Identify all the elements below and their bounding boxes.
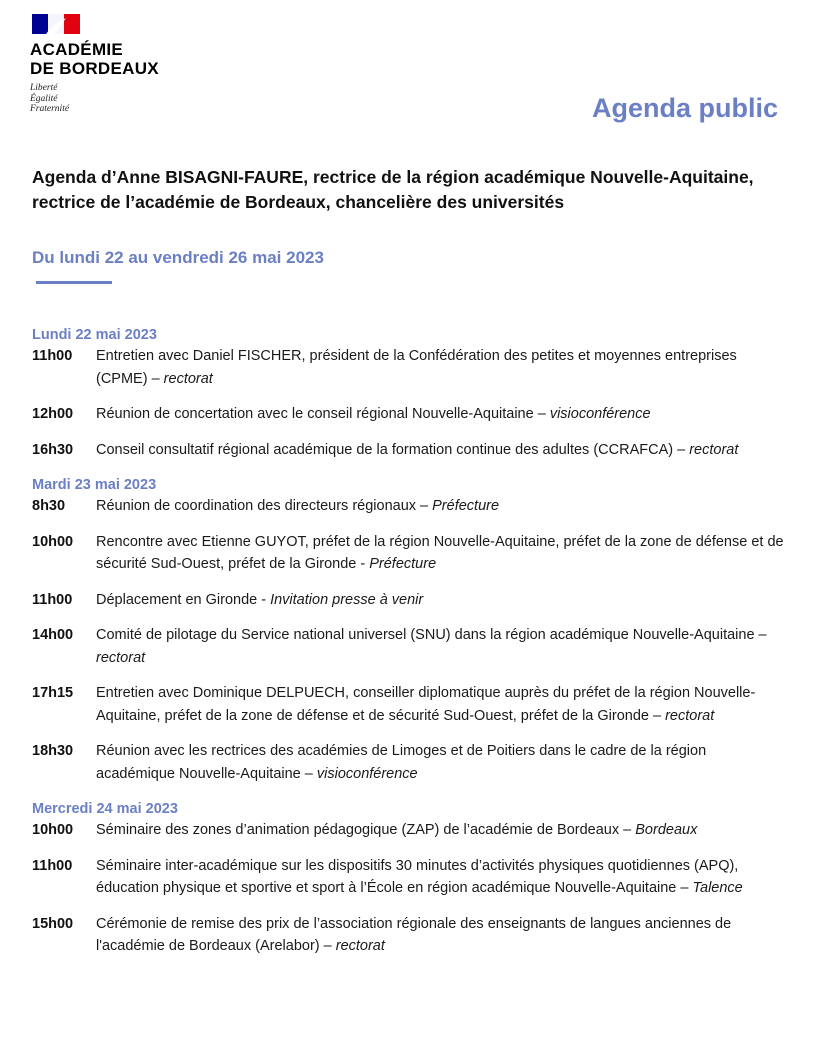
entry-location: Talence bbox=[692, 880, 743, 896]
day-section bbox=[32, 475, 784, 785]
entry-description bbox=[96, 913, 784, 958]
entry-time: 10h00 bbox=[32, 533, 74, 550]
motto-fraternite: Fraternité bbox=[30, 104, 70, 114]
agenda-entry bbox=[32, 345, 784, 390]
entry-text: Entretien avec Daniel FISCHER, président de la Confédération des petites et moyennes entreprises (CPME) – bbox=[96, 348, 737, 387]
agenda-entry bbox=[32, 495, 784, 518]
entry-text: Réunion avec les rectrices des académies de Limoges et de Poitiers dans le cadre de la région académique Nouvelle-Aquitaine – bbox=[96, 743, 707, 782]
entry-description bbox=[96, 345, 784, 390]
entry-time: 15h00 bbox=[32, 915, 74, 932]
entry-text: Déplacement en Gironde - bbox=[96, 591, 271, 608]
entry-location: Invitation presse à venir bbox=[270, 591, 424, 608]
entry-location: Préfecture bbox=[432, 498, 500, 514]
agenda-entry bbox=[32, 913, 784, 958]
entry-time: 10h00 bbox=[32, 822, 74, 838]
page-title: Agenda public bbox=[591, 93, 778, 123]
day-heading: Mercredi 24 mai 2023 bbox=[32, 801, 178, 817]
agenda-entry bbox=[32, 624, 784, 669]
motto-egalite: Égalité bbox=[30, 93, 58, 104]
agenda-subject: Agenda d’Anne BISAGNI-FAURE, rectrice de la région académique Nouvelle-Aquitaine, rectrice de l’académie de Bordeaux, chancelière des universités bbox=[32, 167, 754, 212]
entry-description bbox=[96, 589, 784, 612]
french-flag-icon bbox=[32, 14, 80, 34]
entry-location: rectorat bbox=[665, 707, 715, 724]
week-range: Du lundi 22 au vendredi 26 mai 2023 bbox=[32, 248, 324, 267]
entry-text: Rencontre avec Etienne GUYOT, préfet de la région Nouvelle-Aquitaine, préfet de la zone de défense et de sécurité Sud-Ouest, préfet de la Gironde - bbox=[96, 533, 784, 572]
entry-time: 16h30 bbox=[32, 441, 74, 458]
week-underline bbox=[36, 281, 112, 284]
entry-text: Conseil consultatif régional académique de la formation continue des adultes (CCRAFCA) – bbox=[96, 441, 690, 458]
entry-location: Bordeaux bbox=[635, 822, 698, 838]
agenda-entry bbox=[32, 403, 784, 426]
entry-description bbox=[96, 403, 784, 426]
day-section bbox=[32, 799, 784, 958]
day-heading: Mardi 23 mai 2023 bbox=[32, 477, 157, 493]
entry-location: rectorat bbox=[689, 441, 739, 458]
agenda-entry bbox=[32, 439, 784, 462]
entry-text: Réunion de concertation avec le conseil régional Nouvelle-Aquitaine – bbox=[96, 406, 550, 422]
entry-location: Préfecture bbox=[369, 556, 437, 572]
entry-location: rectorat bbox=[96, 649, 146, 666]
agenda-entry bbox=[32, 819, 784, 842]
agenda-entry bbox=[32, 740, 784, 785]
entry-description bbox=[96, 531, 784, 576]
logo-line-bordeaux: DE BORDEAUX bbox=[30, 59, 159, 78]
entry-time: 11h00 bbox=[32, 857, 73, 874]
entry-text: Comité de pilotage du Service national universel (SNU) dans la région académique Nouvelle-Aquitaine – bbox=[96, 627, 767, 643]
agenda-entry bbox=[32, 589, 784, 612]
entry-location: visioconférence bbox=[549, 406, 651, 422]
entry-time: 17h15 bbox=[32, 685, 74, 701]
entry-time: 11h00 bbox=[32, 348, 73, 364]
entry-description bbox=[96, 819, 784, 842]
agenda-days bbox=[32, 325, 784, 971]
entry-description bbox=[96, 682, 784, 727]
motto-liberte: Liberté bbox=[30, 83, 58, 93]
entry-text: Séminaire inter-académique sur les dispositifs 30 minutes d’activités physiques quotidiennes (APQ), éducation physique et sportive et sport à l’École en région académique Nouvelle-Aquitaine – bbox=[96, 857, 739, 896]
entry-text: Réunion de coordination des directeurs régionaux – bbox=[96, 498, 433, 514]
entry-time: 11h00 bbox=[32, 591, 73, 608]
agenda-entry bbox=[32, 531, 784, 576]
entry-text: Cérémonie de remise des prix de l’association régionale des enseignants de langues anciennes de l'académie de Bordeaux (Arelabor) – bbox=[96, 915, 732, 954]
agenda-entry bbox=[32, 855, 784, 900]
day-section bbox=[32, 325, 784, 461]
agenda-entry bbox=[32, 682, 784, 727]
entry-description bbox=[96, 855, 784, 900]
entry-location: rectorat bbox=[163, 370, 213, 387]
logo-line-academie: ACADÉMIE bbox=[30, 40, 124, 59]
entry-time: 18h30 bbox=[32, 743, 74, 759]
entry-location: visioconférence bbox=[316, 765, 418, 782]
entry-time: 14h00 bbox=[32, 627, 74, 643]
entry-time: 8h30 bbox=[32, 498, 66, 514]
entry-location: rectorat bbox=[335, 938, 385, 954]
academie-logo bbox=[30, 14, 180, 115]
entry-text: Séminaire des zones d’animation pédagogique (ZAP) de l’académie de Bordeaux – bbox=[96, 822, 636, 838]
entry-description bbox=[96, 439, 784, 462]
entry-description bbox=[96, 624, 784, 669]
day-heading: Lundi 22 mai 2023 bbox=[32, 327, 157, 343]
entry-description bbox=[96, 495, 784, 518]
entry-time: 12h00 bbox=[32, 406, 74, 422]
republic-motto bbox=[30, 83, 180, 115]
entry-description bbox=[96, 740, 784, 785]
entry-text: Entretien avec Dominique DELPUECH, conseiller diplomatique auprès du préfet de la région Nouvelle-Aquitaine, préfet de la zone de défense et de sécurité Sud-Ouest, préfet de la Gironde – bbox=[96, 685, 756, 724]
